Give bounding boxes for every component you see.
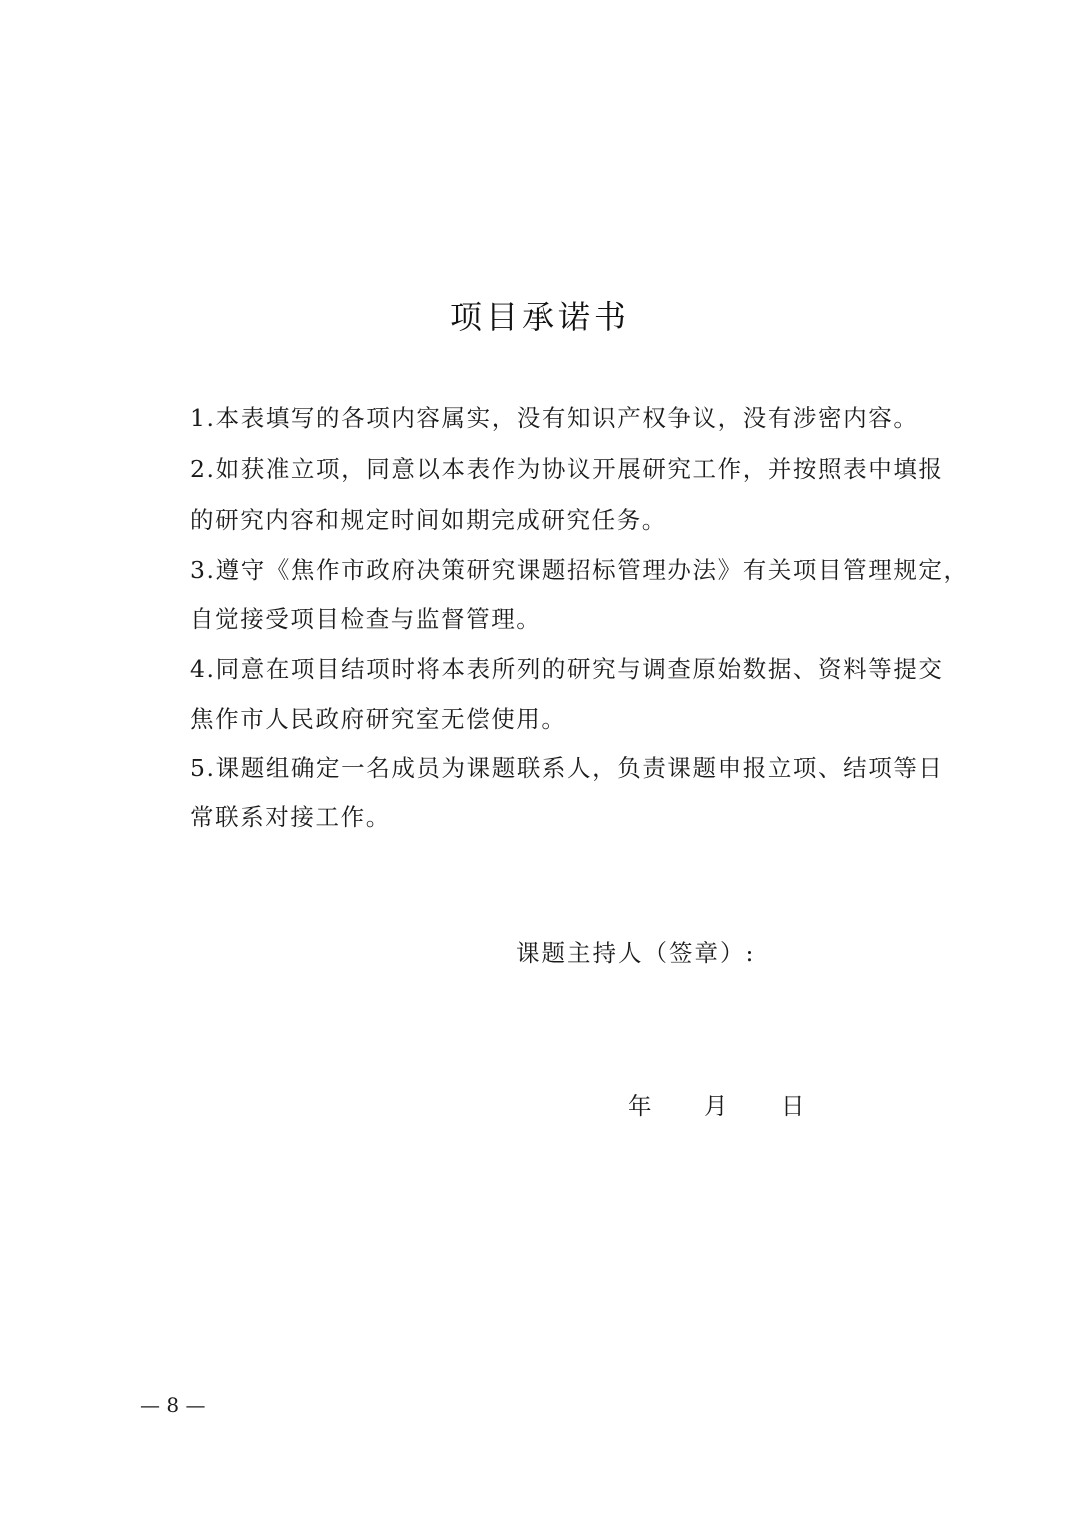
- signer-label: 课题主持人（签章）:: [516, 939, 756, 967]
- commitment-line-5: 自觉接受项目检查与监督管理。: [190, 605, 542, 633]
- date-year-label: 年: [628, 1092, 652, 1120]
- commitment-line-3: 的研究内容和规定时间如期完成研究任务。: [190, 506, 667, 534]
- commitment-line-6: 4.同意在项目结项时将本表所列的研究与调查原始数据、资料等提交: [190, 655, 944, 683]
- date-month-label: 月: [704, 1092, 728, 1120]
- date-day-label: 日: [781, 1092, 805, 1120]
- commitment-line-9: 常联系对接工作。: [190, 803, 391, 831]
- commitment-line-8: 5.课题组确定一名成员为课题联系人，负责课题申报立项、结项等日: [190, 754, 944, 782]
- commitment-line-1: 1.本表填写的各项内容属实，没有知识产权争议，没有涉密内容。: [190, 404, 919, 432]
- commitment-line-4: 3.遵守《焦作市政府决策研究课题招标管理办法》有关项目管理规定，: [190, 556, 969, 584]
- page-number: — 8 —: [140, 1393, 206, 1417]
- commitment-line-2: 2.如获准立项，同意以本表作为协议开展研究工作，并按照表中填报: [190, 455, 944, 483]
- document-title: 项目承诺书: [449, 298, 630, 336]
- commitment-line-7: 焦作市人民政府研究室无偿使用。: [190, 705, 567, 733]
